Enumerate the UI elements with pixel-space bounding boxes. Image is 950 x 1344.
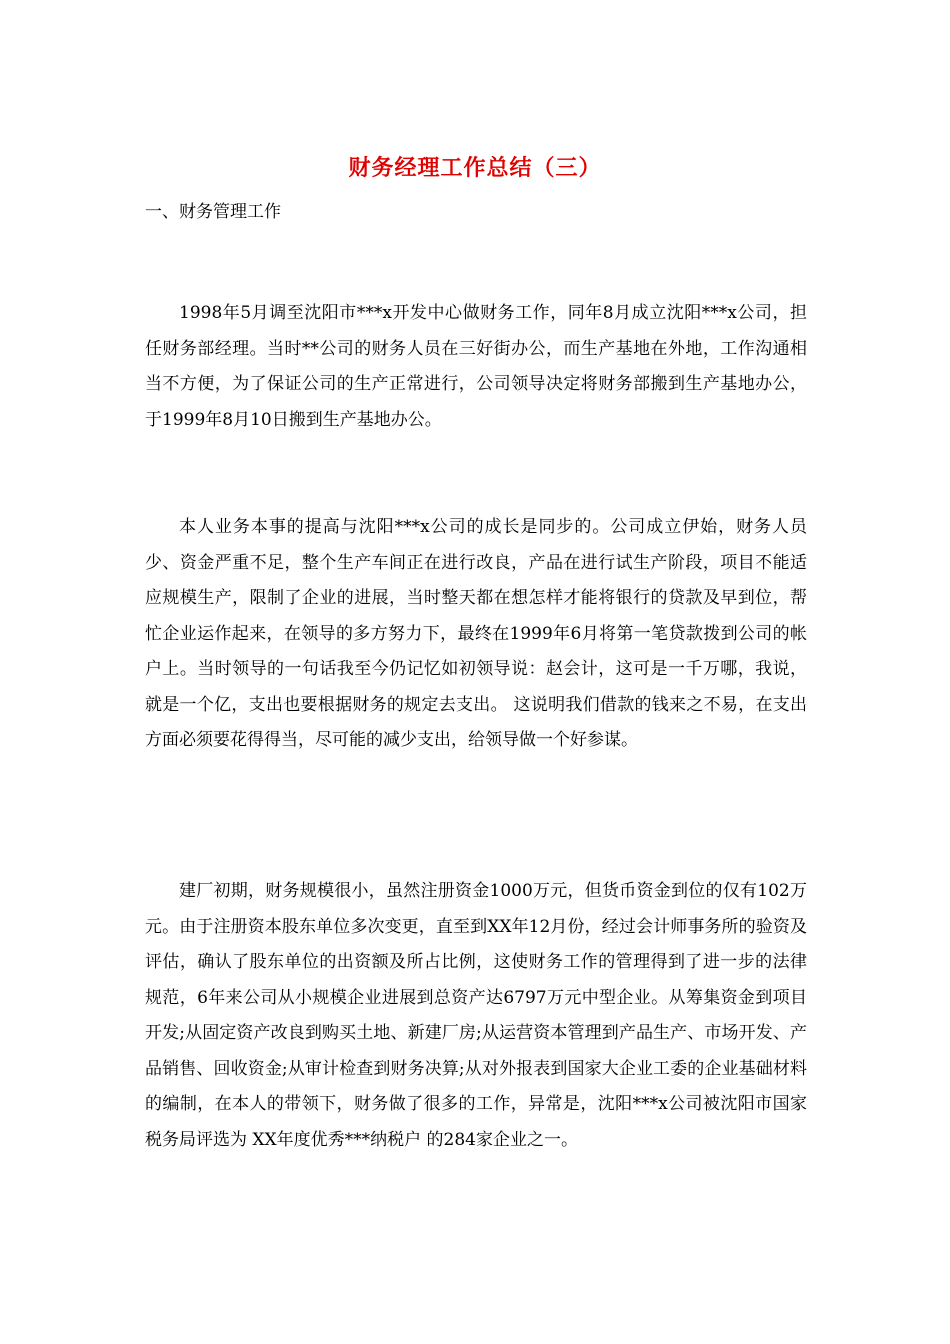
paragraph-2: 本人业务本事的提高与沈阳***x公司的成长是同步的。公司成立伊始，财务人员少、资金严重不足，整个生产车间正在进行改良，产品在进行试生产阶段，项目不能适应规模生产，限制了企业的进展，当时整天都在想怎样才能将银行的贷款及早到位，帮忙企业运作起来，在领导的多方努力下，最终在1999年6月将第一笔贷款拨到公司的帐户上。当时领导的一句话我至今仍记忆如初领导说：赵会计，这可是一千万哪，我说，就是一个亿，支出也要根据财务的规定去支出。 这说明我们借款的钱来之不易，在支出方面必须要花得得当，尽可能的减少支出，给领导做一个好参谋。 bbox=[145, 517, 807, 750]
paragraph-3: 建厂初期，财务规模很小，虽然注册资金1000万元，但货币资金到位的仅有102万元。由于注册资本股东单位多次变更，直至到XX年12月份，经过会计师事务所的验资及评估，确认了股东单位的出资额及所占比例，这使财务工作的管理得到了进一步的法律规范，6年来公司从小规模企业进展到总资产达6797万元中型企业。从筹集资金到项目开发;从固定资产改良到购买土地、新建厂房;从运营资本管理到产品生产、市场开发、产品销售、回收资金;从审计检查到财务决算;从对外报表到国家大企业工委的企业基础材料的编制，在本人的带领下，财务做了很多的工作，异常是，沈阳***x公司被沈阳市国家税务局评选为 XX年度优秀***纳税户 的284家企业之一。 bbox=[145, 881, 807, 1150]
paragraph-1: 1998年5月调至沈阳市***x开发中心做财务工作，同年8月成立沈阳***x公司，担任财务部经理。当时**公司的财务人员在三好街办公，而生产基地在外地，工作沟通相当不方便，为了保证公司的生产正常进行，公司领导决定将财务部搬到生产基地办公，于1999年8月10日搬到生产基地办公。 bbox=[145, 303, 807, 430]
document-title: 财务经理工作总结（三） bbox=[348, 155, 602, 181]
section-heading: 一、财务管理工作 bbox=[145, 202, 281, 222]
